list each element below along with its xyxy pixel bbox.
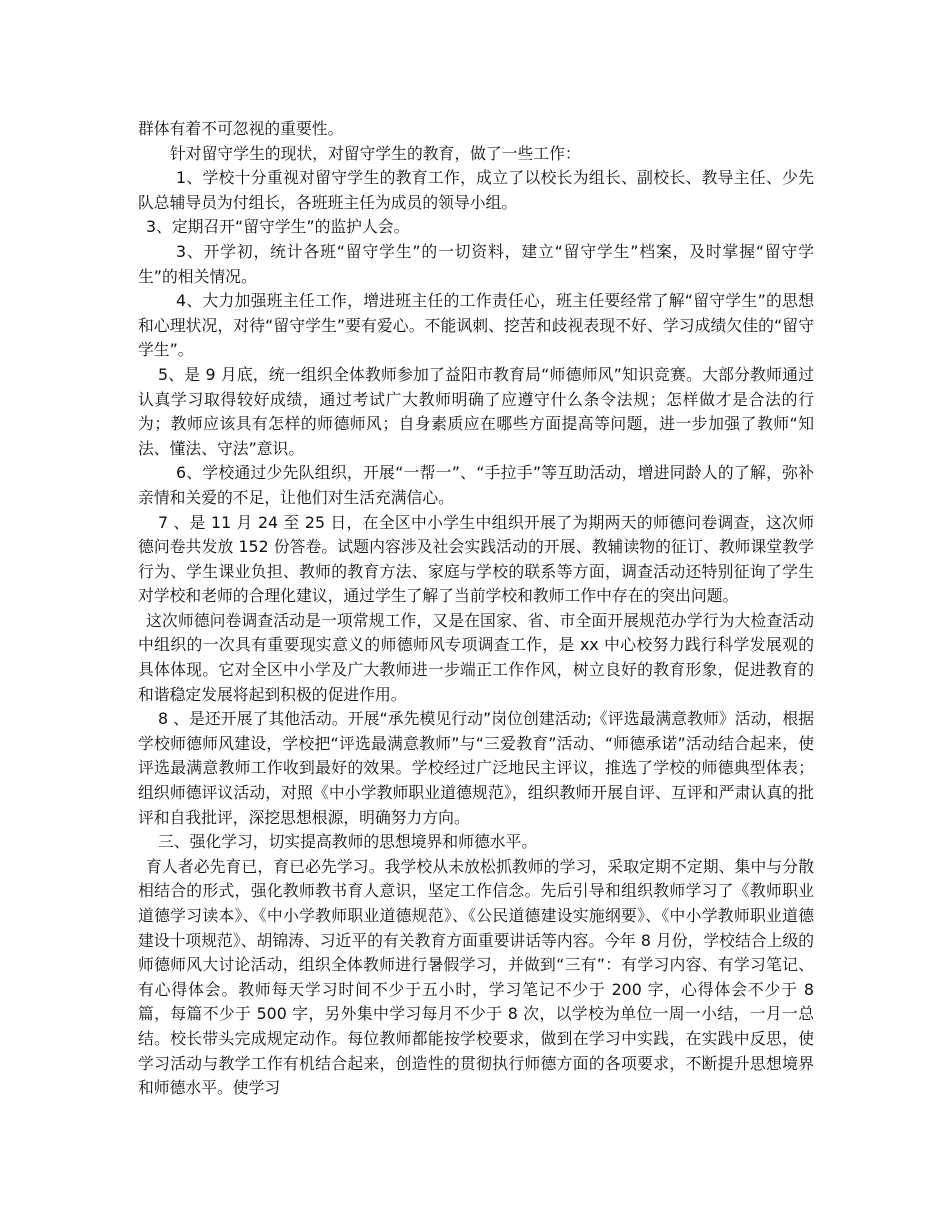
paragraph-item-1: 1、学校十分重视对留守学生的教育工作，成立了以校长为组长、副校长、教导主任、少先队总辅导员为付组长，各班班主任为成员的领导小组。 — [138, 168, 814, 212]
paragraph-survey-summary: 这次师德问卷调查活动是一项常规工作，又是在国家、省、市全面开展规范办学行为大检查活动中组织的一次具有重要现实意义的师德师风专项调查工作，是 xx 中心校努力践行科学发展观的具体体现。它对全区中小学及广大教师进一步端正工作作风，树立良好的教育形象，促进教育的和谐稳定发展将起到积极的促进作用。 — [138, 610, 814, 704]
paragraph-item-4: 4、大力加强班主任工作，增进班主任的工作责任心，班主任要经常了解“留守学生”的思想和心理状况，对待“留守学生”要有爱心。不能讽刺、挖苦和歧视表现不好、学习成绩欠佳的“留守学生”。 — [138, 291, 814, 360]
paragraph-study: 育人者必先育已，育已必先学习。我学校从未放松抓教师的学习，采取定期不定期、集中与分散相结合的形式，强化教师教书育人意识，坚定工作信念。先后引导和组织教师学习了《教师职业道德学习读本》、《中小学教师职业道德规范》、《公民道德建设实施纲要》、《中小学教师职业道德建设十项规范》、胡锦涛、习近平的有关教育方面重要讲话等内容。今年 8 月份，学校结合上级的师德师风大讨论活动，组织全体教师进行暑假学习，并做到“三有”：有学习内容、有学习笔记、有心得体会。教师每天学习时间不少于五小时，学习笔记不少于 200 字，心得体会不少于 8 篇，每篇不少于 500 字，另外集中学习每月不少于 8 次，以学校为单位一周一小结，一月一总结。校长带头完成规定动作。每位教师都能按学校要求，做到在学习中实践，在实践中反思，使学习活动与教学工作有机结合起来，创造性的贯彻执行师德方面的各项要求，不断提升思想境界和师德水平。使学习 — [138, 856, 814, 1098]
section-heading-three: 三、强化学习，切实提高教师的思想境界和师德水平。 — [158, 832, 538, 852]
paragraph-item-8: 8 、是还开展了其他活动。开展“承先模见行动”岗位创建活动;《评选最满意教师》活动，根据学校师德师风建设，学校把“评选最满意教师”与“三爱教育”活动、“师德承诺”活动结合起来，使评选最满意教师工作收到最好的效果。学校经过广泛地民主评议，推选了学校的师德典型体表；组织师德评议活动，对照《中小学教师职业道德规范》，组织教师开展自评、互评和严肃认真的批评和自我批评，深挖思想根源，明确努力方向。 — [138, 709, 814, 827]
paragraph-item-3b: 3、开学初，统计各班“留守学生”的一切资料，建立“留守学生”档案，及时掌握“留守学生”的相关情况。 — [138, 241, 814, 286]
paragraph-item-5: 5、是 9 月底，统一组织全体教师参加了益阳市教育局“师德师风”知识竞赛。大部分教师通过认真学习取得较好成绩，通过考试广大教师明确了应遵守什么条令法规；怎样做才是合法的行为；教师应该具有怎样的师德师风；自身素质应在哪些方面提高等问题，进一步加强了教师“知法、懂法、守法”意识。 — [138, 364, 814, 458]
paragraph-item-3a: 3、定期召开“留守学生”的监护人会。 — [146, 217, 410, 237]
paragraph-item-6: 6、学校通过少先队组织，开展“一帮一”、“手拉手”等互助活动，增进同龄人的了解，弥补亲情和关爱的不足，让他们对生活充满信心。 — [138, 463, 814, 507]
paragraph-item-7: 7 、是 11 月 24 至 25 日，在全区中小学生中组织开展了为期两天的师德问卷调查，这次师德问卷共发放 152 份答卷。试题内容涉及社会实践活动的开展、教辅读物的征订、教师课堂教学行为、学生课业负担、教师的教育方法、家庭与学校的联系等方面，调查活动还特别征询了学生对学校和老师的合理化建议，通过学生了解了当前学校和教师工作中存在的突出问题。 — [138, 512, 814, 606]
document-page — [138, 117, 814, 1101]
paragraph-intro-end: 群体有着不可忽视的重要性。 — [138, 119, 344, 138]
paragraph-left-behind-work: 针对留守学生的现状，对留守学生的教育，做了一些工作： — [170, 143, 581, 163]
